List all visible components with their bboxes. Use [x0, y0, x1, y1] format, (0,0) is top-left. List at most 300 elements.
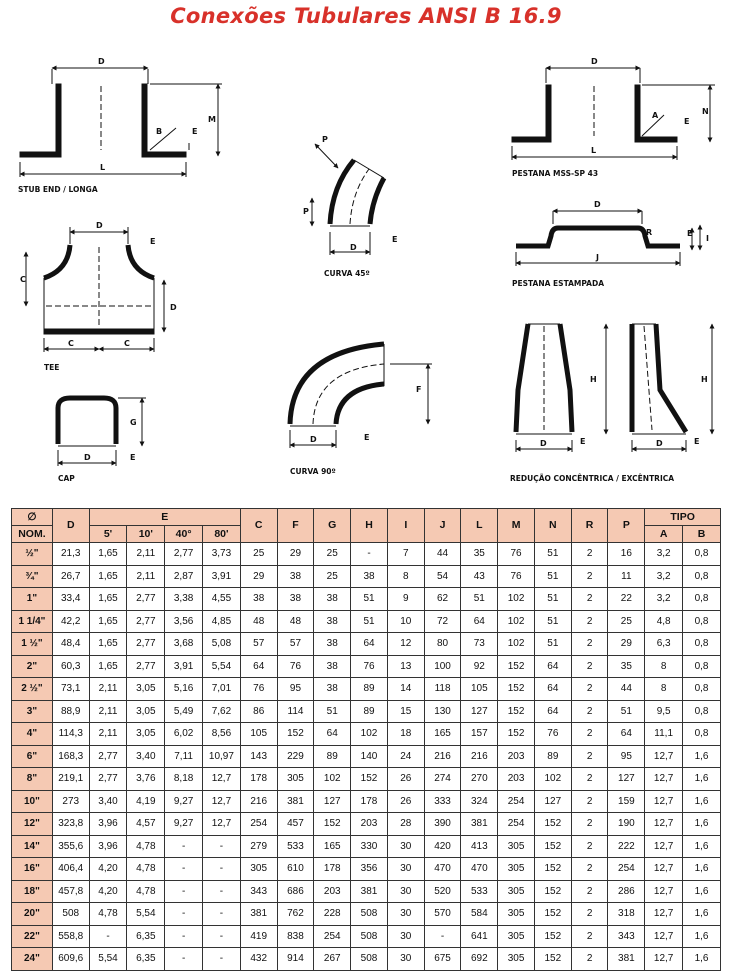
- table-cell: 381: [461, 813, 498, 836]
- svg-text:D: D: [591, 57, 598, 66]
- table-row: [12, 723, 721, 746]
- col-e-80: 80': [203, 526, 241, 543]
- table-cell: 38: [277, 565, 314, 588]
- table-cell: 203: [498, 745, 535, 768]
- table-cell: 127: [314, 790, 351, 813]
- table-cell: -: [165, 925, 203, 948]
- table-cell: 228: [314, 903, 351, 926]
- table-cell: 64: [351, 633, 388, 656]
- table-cell: 64: [461, 610, 498, 633]
- svg-text:E: E: [694, 437, 700, 446]
- table-cell: 6,35: [127, 925, 165, 948]
- table-cell: 675: [424, 948, 461, 971]
- table-cell: 2: [571, 543, 608, 566]
- table-cell: 381: [608, 948, 645, 971]
- table-cell: 9,27: [165, 790, 203, 813]
- table-cell: 12,7: [645, 903, 683, 926]
- table-cell: 152: [534, 813, 571, 836]
- nominal-size-cell: 10": [12, 790, 53, 813]
- table-cell: 48: [240, 610, 277, 633]
- table-cell: 3,91: [203, 565, 241, 588]
- table-cell: 270: [461, 768, 498, 791]
- table-cell: 12,7: [203, 813, 241, 836]
- table-cell: 88,9: [52, 700, 89, 723]
- table-cell: 76: [534, 723, 571, 746]
- table-cell: 51: [534, 543, 571, 566]
- nominal-size-cell: 20": [12, 903, 53, 926]
- table-cell: 14: [387, 678, 424, 701]
- table-cell: 5,08: [203, 633, 241, 656]
- table-cell: 54: [424, 565, 461, 588]
- svg-text:F: F: [416, 385, 422, 394]
- table-cell: 343: [608, 925, 645, 948]
- table-cell: 1,6: [683, 835, 721, 858]
- table-cell: 114,3: [52, 723, 89, 746]
- table-cell: 1,6: [683, 925, 721, 948]
- table-cell: 18: [387, 723, 424, 746]
- nominal-size-cell: 3": [12, 700, 53, 723]
- table-row: [12, 925, 721, 948]
- table-cell: 26: [387, 790, 424, 813]
- table-cell: 2,77: [89, 745, 127, 768]
- svg-text:P: P: [303, 207, 309, 216]
- table-cell: 390: [424, 813, 461, 836]
- col-nom-symbol: ∅: [12, 509, 53, 526]
- stub-end-drawing: [20, 68, 222, 177]
- col-nom: NOM.: [12, 526, 53, 543]
- table-cell: 0,8: [683, 700, 721, 723]
- col-c: C: [240, 509, 277, 543]
- table-cell: 30: [387, 835, 424, 858]
- table-cell: 6,35: [127, 948, 165, 971]
- table-cell: 279: [240, 835, 277, 858]
- table-cell: 609,6: [52, 948, 89, 971]
- table-cell: 838: [277, 925, 314, 948]
- table-cell: 11: [608, 565, 645, 588]
- nominal-size-cell: 4": [12, 723, 53, 746]
- table-cell: 38: [314, 678, 351, 701]
- col-m: M: [498, 509, 535, 543]
- table-cell: -: [203, 835, 241, 858]
- table-row: [12, 835, 721, 858]
- table-cell: 2,11: [127, 565, 165, 588]
- table-cell: 381: [240, 903, 277, 926]
- table-cell: 2: [571, 678, 608, 701]
- table-cell: 7,62: [203, 700, 241, 723]
- table-cell: 5,54: [127, 903, 165, 926]
- table-cell: 140: [351, 745, 388, 768]
- table-cell: 12,7: [203, 790, 241, 813]
- table-cell: 254: [240, 813, 277, 836]
- table-cell: 64: [534, 700, 571, 723]
- table-cell: 127: [461, 700, 498, 723]
- table-cell: 64: [534, 678, 571, 701]
- table-cell: 4,55: [203, 588, 241, 611]
- table-cell: 570: [424, 903, 461, 926]
- table-cell: 33,4: [52, 588, 89, 611]
- table-cell: 254: [498, 790, 535, 813]
- table-cell: 2: [571, 925, 608, 948]
- label-tee: TEE: [44, 363, 60, 372]
- table-cell: 95: [608, 745, 645, 768]
- table-cell: 190: [608, 813, 645, 836]
- svg-text:E: E: [687, 229, 693, 238]
- table-cell: 76: [277, 655, 314, 678]
- nominal-size-cell: 16": [12, 858, 53, 881]
- table-cell: 178: [351, 790, 388, 813]
- table-cell: 343: [240, 880, 277, 903]
- table-cell: 12,7: [645, 858, 683, 881]
- svg-text:B: B: [156, 127, 163, 136]
- table-cell: 143: [240, 745, 277, 768]
- table-cell: 1,65: [89, 543, 127, 566]
- table-cell: 38: [314, 588, 351, 611]
- table-cell: 5,54: [89, 948, 127, 971]
- table-cell: 89: [314, 745, 351, 768]
- table-cell: 12,7: [645, 925, 683, 948]
- table-cell: 2: [571, 835, 608, 858]
- table-cell: 0,8: [683, 633, 721, 656]
- table-cell: 64: [608, 723, 645, 746]
- table-cell: -: [165, 835, 203, 858]
- table-cell: -: [165, 948, 203, 971]
- table-cell: 51: [534, 565, 571, 588]
- table-cell: 152: [534, 858, 571, 881]
- table-cell: 152: [534, 880, 571, 903]
- table-cell: 1,6: [683, 903, 721, 926]
- table-cell: 457: [277, 813, 314, 836]
- table-cell: 2: [571, 813, 608, 836]
- table-cell: 0,8: [683, 565, 721, 588]
- table-cell: -: [89, 925, 127, 948]
- table-cell: 102: [351, 723, 388, 746]
- table-cell: 51: [351, 588, 388, 611]
- svg-text:D: D: [594, 200, 601, 209]
- table-cell: 7,11: [165, 745, 203, 768]
- col-e-10: 10': [127, 526, 165, 543]
- table-cell: 413: [461, 835, 498, 858]
- table-cell: 28: [387, 813, 424, 836]
- table-cell: 26: [387, 768, 424, 791]
- curva-45-drawing: [312, 144, 384, 255]
- table-row: [12, 880, 721, 903]
- table-cell: 254: [498, 813, 535, 836]
- table-cell: 72: [424, 610, 461, 633]
- table-cell: 2: [571, 948, 608, 971]
- svg-text:D: D: [170, 303, 177, 312]
- nominal-size-cell: 1": [12, 588, 53, 611]
- table-cell: 2,11: [89, 678, 127, 701]
- table-cell: 3,2: [645, 543, 683, 566]
- table-cell: 2,11: [89, 723, 127, 746]
- table-cell: 152: [277, 723, 314, 746]
- table-cell: 152: [534, 903, 571, 926]
- svg-text:I: I: [706, 234, 709, 243]
- col-e: E: [89, 509, 240, 526]
- table-cell: 102: [314, 768, 351, 791]
- svg-text:L: L: [100, 163, 106, 172]
- table-cell: 62: [424, 588, 461, 611]
- table-cell: 38: [314, 633, 351, 656]
- table-cell: 30: [387, 925, 424, 948]
- table-cell: 203: [314, 880, 351, 903]
- table-cell: 127: [534, 790, 571, 813]
- table-cell: 3,05: [127, 678, 165, 701]
- svg-text:C: C: [124, 339, 130, 348]
- svg-text:D: D: [540, 439, 547, 448]
- table-cell: 3,05: [127, 723, 165, 746]
- table-row: [12, 745, 721, 768]
- col-n: N: [534, 509, 571, 543]
- table-cell: -: [203, 903, 241, 926]
- table-cell: 558,8: [52, 925, 89, 948]
- nominal-size-cell: 2 ½": [12, 678, 53, 701]
- nominal-size-cell: 22": [12, 925, 53, 948]
- table-cell: 8,56: [203, 723, 241, 746]
- table-cell: 2,77: [127, 610, 165, 633]
- table-row: [12, 948, 721, 971]
- pestana-estampada-drawing: [516, 211, 700, 266]
- table-cell: 76: [351, 655, 388, 678]
- nominal-size-cell: ¾": [12, 565, 53, 588]
- table-cell: 76: [498, 565, 535, 588]
- table-cell: 3,40: [89, 790, 127, 813]
- table-cell: 2,77: [127, 655, 165, 678]
- table-cell: 76: [240, 678, 277, 701]
- table-cell: 16: [608, 543, 645, 566]
- table-cell: 102: [534, 768, 571, 791]
- table-cell: 305: [498, 835, 535, 858]
- table-cell: 229: [277, 745, 314, 768]
- table-row: [12, 655, 721, 678]
- table-cell: 165: [424, 723, 461, 746]
- table-cell: 406,4: [52, 858, 89, 881]
- table-cell: 118: [424, 678, 461, 701]
- svg-text:M: M: [208, 115, 216, 124]
- table-cell: 38: [277, 588, 314, 611]
- table-cell: -: [165, 880, 203, 903]
- table-cell: 21,3: [52, 543, 89, 566]
- table-cell: 159: [608, 790, 645, 813]
- table-cell: 38: [314, 655, 351, 678]
- table-cell: 2: [571, 858, 608, 881]
- table-cell: 89: [351, 700, 388, 723]
- svg-text:D: D: [84, 453, 91, 462]
- table-cell: 3,38: [165, 588, 203, 611]
- table-cell: 57: [277, 633, 314, 656]
- label-curva-90: CURVA 90º: [290, 467, 336, 476]
- table-cell: 520: [424, 880, 461, 903]
- table-cell: 152: [534, 925, 571, 948]
- col-j: J: [424, 509, 461, 543]
- table-cell: 29: [277, 543, 314, 566]
- svg-text:D: D: [310, 435, 317, 444]
- table-cell: 6,3: [645, 633, 683, 656]
- table-cell: 305: [498, 903, 535, 926]
- table-cell: 2,77: [127, 633, 165, 656]
- table-cell: 254: [314, 925, 351, 948]
- table-cell: 5,49: [165, 700, 203, 723]
- table-cell: 2: [571, 588, 608, 611]
- col-f: F: [277, 509, 314, 543]
- table-row: [12, 903, 721, 926]
- table-cell: 12: [387, 633, 424, 656]
- table-cell: 3,05: [127, 700, 165, 723]
- table-cell: 3,96: [89, 835, 127, 858]
- svg-text:E: E: [192, 127, 198, 136]
- table-cell: 305: [498, 880, 535, 903]
- table-cell: 216: [424, 745, 461, 768]
- table-cell: 10,97: [203, 745, 241, 768]
- table-row: [12, 790, 721, 813]
- table-cell: 64: [240, 655, 277, 678]
- svg-text:H: H: [590, 375, 597, 384]
- table-cell: 3,76: [127, 768, 165, 791]
- table-cell: 38: [314, 610, 351, 633]
- table-cell: 51: [314, 700, 351, 723]
- table-cell: 29: [608, 633, 645, 656]
- table-cell: 286: [608, 880, 645, 903]
- col-tipo-a: A: [645, 526, 683, 543]
- col-l: L: [461, 509, 498, 543]
- table-cell: 4,20: [89, 858, 127, 881]
- table-cell: 273: [52, 790, 89, 813]
- page-title: Conexões Tubulares ANSI B 16.9: [170, 4, 562, 28]
- table-cell: 2: [571, 565, 608, 588]
- table-cell: 2: [571, 745, 608, 768]
- svg-text:D: D: [98, 57, 105, 66]
- table-cell: 1,6: [683, 948, 721, 971]
- table-cell: 2,77: [127, 588, 165, 611]
- table-cell: 686: [277, 880, 314, 903]
- table-cell: 216: [461, 745, 498, 768]
- table-cell: 305: [277, 768, 314, 791]
- table-cell: 356: [351, 858, 388, 881]
- table-cell: 305: [240, 858, 277, 881]
- table-cell: 25: [608, 610, 645, 633]
- table-cell: 2,77: [165, 543, 203, 566]
- table-cell: 44: [424, 543, 461, 566]
- table-cell: 25: [240, 543, 277, 566]
- svg-text:R: R: [646, 228, 653, 237]
- label-pestana-estampada: PESTANA ESTAMPADA: [512, 279, 605, 288]
- table-cell: 1,65: [89, 610, 127, 633]
- table-cell: 1,6: [683, 790, 721, 813]
- table-cell: 178: [314, 858, 351, 881]
- table-cell: 152: [351, 768, 388, 791]
- table-cell: 25: [314, 543, 351, 566]
- table-cell: 8: [387, 565, 424, 588]
- table-cell: 12,7: [645, 768, 683, 791]
- table-cell: 3,96: [89, 813, 127, 836]
- table-cell: 203: [498, 768, 535, 791]
- nominal-size-cell: 2": [12, 655, 53, 678]
- table-cell: 152: [314, 813, 351, 836]
- table-cell: 7: [387, 543, 424, 566]
- table-cell: 3,2: [645, 588, 683, 611]
- table-cell: 130: [424, 700, 461, 723]
- table-cell: -: [165, 858, 203, 881]
- table-row: [12, 678, 721, 701]
- col-g: G: [314, 509, 351, 543]
- table-cell: 323,8: [52, 813, 89, 836]
- col-p: P: [608, 509, 645, 543]
- table-cell: 330: [351, 835, 388, 858]
- table-cell: 2,77: [89, 768, 127, 791]
- table-cell: 22: [608, 588, 645, 611]
- table-cell: 4,85: [203, 610, 241, 633]
- table-cell: 3,91: [165, 655, 203, 678]
- table-cell: 12,7: [203, 768, 241, 791]
- table-row: [12, 588, 721, 611]
- table-cell: 508: [351, 925, 388, 948]
- table-cell: 3,68: [165, 633, 203, 656]
- table-cell: 2,87: [165, 565, 203, 588]
- table-cell: 470: [424, 858, 461, 881]
- table-cell: 42,2: [52, 610, 89, 633]
- label-reducao: REDUÇÃO CONCÊNTRICA / EXCÊNTRICA: [510, 474, 675, 483]
- table-cell: 1,6: [683, 858, 721, 881]
- table-cell: -: [165, 903, 203, 926]
- table-cell: 533: [277, 835, 314, 858]
- nominal-size-cell: 8": [12, 768, 53, 791]
- table-cell: 12,7: [645, 745, 683, 768]
- table-cell: 51: [461, 588, 498, 611]
- label-pestana-mss: PESTANA MSS-SP 43: [512, 169, 599, 178]
- table-cell: 4,8: [645, 610, 683, 633]
- table-cell: 15: [387, 700, 424, 723]
- table-row: [12, 768, 721, 791]
- table-cell: 0,8: [683, 723, 721, 746]
- nominal-size-cell: 12": [12, 813, 53, 836]
- table-cell: 2: [571, 903, 608, 926]
- table-cell: 73,1: [52, 678, 89, 701]
- table-cell: 3,73: [203, 543, 241, 566]
- table-cell: 26,7: [52, 565, 89, 588]
- svg-text:G: G: [130, 418, 137, 427]
- nominal-size-cell: 14": [12, 835, 53, 858]
- table-cell: 457,8: [52, 880, 89, 903]
- table-cell: 12,7: [645, 948, 683, 971]
- col-h: H: [351, 509, 388, 543]
- table-cell: 4,78: [127, 858, 165, 881]
- table-cell: 102: [498, 610, 535, 633]
- svg-text:N: N: [702, 107, 709, 116]
- table-cell: 24: [387, 745, 424, 768]
- table-cell: -: [424, 925, 461, 948]
- dimensions-table: [11, 508, 721, 971]
- table-cell: 4,78: [89, 903, 127, 926]
- svg-text:D: D: [656, 439, 663, 448]
- table-cell: 6,02: [165, 723, 203, 746]
- table-cell: 64: [534, 655, 571, 678]
- table-cell: 100: [424, 655, 461, 678]
- table-cell: 584: [461, 903, 498, 926]
- col-tipo: TIPO: [645, 509, 721, 526]
- table-cell: 2: [571, 655, 608, 678]
- svg-text:E: E: [392, 235, 398, 244]
- table-cell: 508: [52, 903, 89, 926]
- table-cell: -: [203, 858, 241, 881]
- table-cell: 35: [461, 543, 498, 566]
- table-cell: 12,7: [645, 790, 683, 813]
- col-i: I: [387, 509, 424, 543]
- table-cell: 3,2: [645, 565, 683, 588]
- table-cell: 11,1: [645, 723, 683, 746]
- table-cell: 4,78: [127, 880, 165, 903]
- table-cell: -: [203, 925, 241, 948]
- table-cell: 2,11: [89, 700, 127, 723]
